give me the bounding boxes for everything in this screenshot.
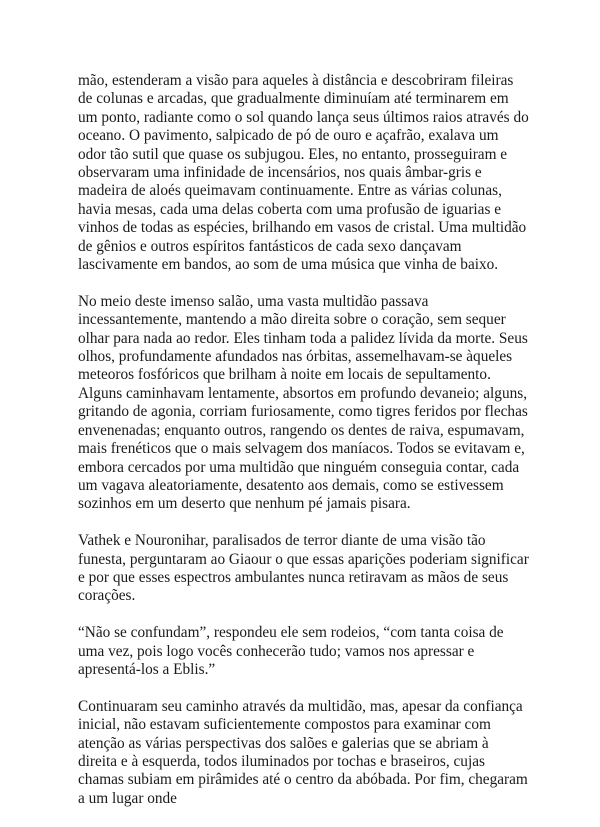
paragraph-5: Continuaram seu caminho através da multidão, mas, apesar da confiança inicial, não estavam suficientemente compostos para examinar com atenção as várias perspectivas dos salões e galerias que se abriam à direita e à esquerda, todos iluminados por tochas e braseiros, cujas chamas subiam em pirâmides até o centro da abóbada. Por fim, chegaram a um lugar onde [78,697,528,807]
document-page [78,72,530,827]
paragraph-2: No meio deste imenso salão, uma vasta multidão passava incessantemente, mantendo a mão direita sobre o coração, sem sequer olhar para nada ao redor. Eles tinham toda a palidez lívida da morte. Seus olhos, profundamente afundados nas órbitas, assemelhavam-se àqueles meteoros fosfóricos que brilham à noite em locais de sepultamento. Alguns caminhavam lentamente, absortos em profundo devaneio; alguns, gritando de agonia, corriam furiosamente, como tigres feridos por flechas envenenadas; enquanto outros, rangendo os dentes de raiva, espumavam, mais frenéticos que o mais selvagem dos maníacos. Todos se evitavam e, embora cercados por uma multidão que ninguém conseguia contar, cada um vagava aleatoriamente, desatento aos demais, como se estivessem sozinhos em um deserto que nenhum pé jamais pisara. [78,292,528,513]
paragraph-3: Vathek e Nouronihar, paralisados de terror diante de uma visão tão funesta, perguntaram ao Giaour o que essas aparições poderiam significar e por que esses espectros ambulantes nunca retiravam as mãos de seus corações. [78,532,529,605]
paragraph-1: mão, estenderam a visão para aqueles à distância e descobriram fileiras de colunas e arcadas, que gradualmente diminuíam até terminarem em um ponto, radiante como o sol quando lança seus últimos raios através do oceano. O pavimento, salpicado de pó de ouro e açafrão, exalava um odor tão sutil que quase os subjugou. Eles, no entanto, prosseguiram e observaram uma infinidade de incensários, nos quais âmbar-gris e madeira de aloés queimavam continuamente. Entre as várias colunas, havia mesas, cada uma delas coberta com uma profusão de iguarias e vinhos de todas as espécies, brilhando em vasos de cristal. Uma multidão de gênios e outros espíritos fantásticos de cada sexo dançavam lascivamente em bandos, ao som de uma música que vinha de baixo. [78,72,529,274]
paragraph-4: “Não se confundam”, respondeu ele sem rodeios, “com tanta coisa de uma vez, pois logo vocês conhecerão tudo; vamos nos apressar e apresentá-los a Eblis.” [78,624,504,678]
